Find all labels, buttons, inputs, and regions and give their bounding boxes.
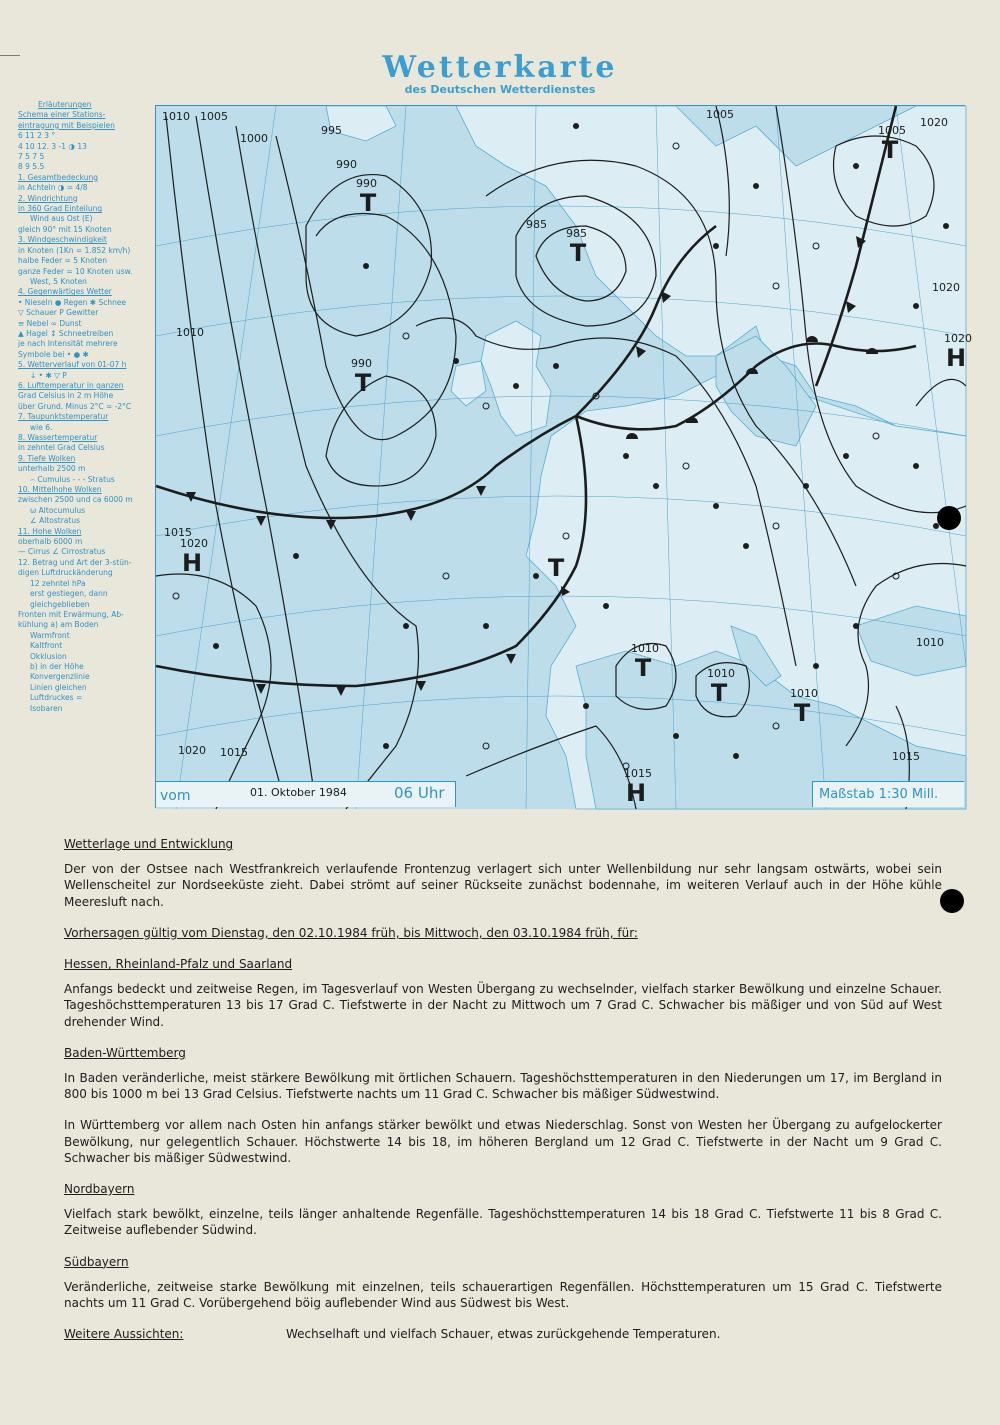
low-pressure-label: T (547, 554, 565, 582)
legend-line: 7 5 7 5 (18, 152, 45, 162)
legend-line: 6. Lufttemperatur in ganzen (18, 380, 124, 390)
legend-line: Fronten mit Erwärmung, Ab- (18, 609, 124, 619)
legend-line: 11. Hohe Wolken (18, 526, 82, 536)
legend-line: Isobaren (30, 703, 63, 713)
map-scale-box (812, 781, 964, 807)
isobar-label: 1020 (932, 281, 960, 294)
center-pressure-value: 1020 (180, 537, 208, 550)
isobar-label: 1015 (892, 750, 920, 763)
region-text: Veränderliche, zeitweise starke Bewölkung mit einzelnen, teils schauerartigen Regenfällen. Höchsttemperaturen um 15 Grad C. Tiefstwerte nachts um 11 Grad C. Vorübergehend böig auflebender Wind aus Südwest bis West. (64, 1279, 942, 1311)
legend-line: Linien gleichen (30, 682, 87, 692)
low-pressure-label: T (710, 679, 728, 707)
legend-line: 4. Gegenwärtiges Wetter (18, 287, 112, 297)
outlook-text: Wechselhaft und vielfach Schauer, etwas zurückgehende Temperaturen. (286, 1327, 721, 1342)
center-pressure-value: 1010 (707, 667, 735, 680)
legend-line: 9. Tiefe Wolken (18, 453, 76, 463)
isobar-label: 1010 (916, 636, 944, 649)
isobar-label: 990 (336, 158, 357, 171)
legend-line: Wind aus Ost (E) (30, 214, 93, 224)
map-time: 06 Uhr (394, 784, 445, 802)
isobar-label: 1020 (920, 116, 948, 129)
isobar-label: 1000 (240, 132, 268, 145)
legend-line: ω Altocumulus (30, 505, 86, 515)
map-legend (18, 100, 150, 812)
legend-line: gleichgeblieben (30, 599, 90, 609)
legend-line: ↓ • ✱ ▽ Ρ (30, 370, 67, 380)
legend-line: unterhalb 2500 m (18, 464, 86, 474)
low-pressure-label: T (634, 654, 652, 682)
legend-line: in zehntel Grad Celsius (18, 443, 105, 453)
weather-map (155, 105, 972, 808)
low-pressure-label: T (569, 239, 587, 267)
legend-line: je nach Intensität mehrere (18, 339, 118, 349)
outlook-label: Weitere Aussichten: (64, 1327, 184, 1342)
legend-line: Schema einer Stations- (18, 110, 106, 120)
isobar-label: 1015 (164, 526, 192, 539)
legend-title: Erläuterungen (38, 100, 92, 109)
legend-line: — Cirrus ∠ Cirrostratus (18, 547, 106, 557)
isobar-label: 1005 (706, 108, 734, 121)
legend-line: 7. Taupunktstemperatur (18, 412, 109, 422)
legend-line: zwischen 2500 und ca 6000 m (18, 495, 133, 505)
region-heading: Nordbayern (64, 1182, 135, 1197)
punch-hole-lower (940, 889, 964, 913)
region-heading: Südbayern (64, 1254, 129, 1269)
legend-line: • Nieseln ● Regen ✱ Schnee (18, 297, 127, 307)
legend-line: Luftdruckes = (30, 693, 83, 703)
map-time-box (386, 781, 458, 807)
legend-line: 12 zehntel hPa (30, 578, 86, 588)
legend-line: gleich 90° mit 15 Knoten (18, 224, 112, 234)
legend-line: eintragung mit Beispielen (18, 120, 115, 130)
legend-line: Symbole bei • ● ✱ (18, 349, 89, 359)
center-pressure-value: 1010 (631, 642, 659, 655)
isobar-label: 1020 (178, 744, 206, 757)
legend-line: Kaltfront (30, 641, 63, 651)
legend-line: 6 11 2 3 ° (18, 131, 56, 141)
low-pressure-label: T (881, 136, 899, 164)
legend-line: Warmfront (30, 630, 70, 640)
page-title: Wetterkarte (382, 50, 618, 85)
legend-line: Konvergenzlinie (30, 672, 90, 682)
legend-line: 12. Betrag und Art der 3-stün- (18, 557, 132, 567)
legend-line: ganze Feder = 10 Knoten usw. (18, 266, 133, 276)
isobar-label: 1005 (200, 110, 228, 123)
high-pressure-label: H (181, 549, 203, 577)
center-pressure-value: 985 (566, 227, 587, 240)
legend-line: b) in der Höhe (30, 661, 84, 671)
legend-line: ≡ Nebel ∞ Dunst (18, 318, 82, 328)
legend-line: ∠ Altostratus (30, 516, 80, 526)
center-pressure-value: 990 (356, 177, 377, 190)
center-pressure-value: 1015 (624, 767, 652, 780)
legend-line: ▲ Hagel ↕ Schneetreiben (18, 328, 114, 338)
isobar-label: 1010 (162, 110, 190, 123)
legend-line: ⌢ Cumulus - - - Stratus (30, 474, 115, 484)
legend-line: erst gestiegen, dann (30, 589, 108, 599)
legend-line: 5. Wetterverlauf von 01-07 h (18, 360, 127, 370)
legend-line: halbe Feder = 5 Knoten (18, 256, 107, 266)
validity-heading: Vorhersagen gültig vom Dienstag, den 02.10.1984 früh, bis Mittwoch, den 03.10.1984 früh, für: (64, 925, 638, 940)
legend-line: 1. Gesamtbedeckung (18, 172, 98, 182)
legend-line: kühlung a) am Boden (18, 620, 99, 630)
center-pressure-value: 1010 (790, 687, 818, 700)
center-pressure-value: 990 (351, 357, 372, 370)
legend-line: Okklusion (30, 651, 67, 661)
map-footer (156, 779, 964, 807)
isobar-label: 1010 (176, 326, 204, 339)
legend-line: 4 10 12. 3 -1 ◑ 13 (18, 141, 87, 151)
region-text: In Baden veränderliche, meist stärkere Bewölkung mit örtlichen Schauern. Tageshöchsttemperaturen in den Niederungen um 17, im Bergland in 800 bis 1000 m bei 13 Grad Celsius. Tiefstwerte nachts um 11 Grad C. Schwacher bis mäßiger Südwestwind. (64, 1071, 942, 1102)
legend-line: West, 5 Knoten (30, 276, 87, 286)
center-pressure-value: 1005 (878, 124, 906, 137)
low-pressure-label: T (793, 699, 811, 727)
high-pressure-label: H (625, 779, 647, 807)
legend-line: 3. Windgeschwindigkeit (18, 235, 107, 245)
region-heading: Baden-Württemberg (64, 1045, 186, 1060)
forecast-text (64, 836, 942, 1342)
legend-line: digen Luftdruckänderung (18, 568, 113, 578)
isobar-label: 985 (526, 218, 547, 231)
region-text: Vielfach stark bewölkt, einzelne, teils länger anhaltende Regenfälle. Tageshöchsttemperaturen 14 bis 18 Grad C. Tiefstwerte 11 bis 8 Grad C. Zeitweise auflebender Südwind. (64, 1207, 942, 1238)
punch-hole-upper (937, 506, 961, 530)
legend-line: 10. Mittelhohe Wolken (18, 485, 102, 495)
legend-line: oberhalb 6000 m (18, 537, 83, 547)
page-subtitle: des Deutschen Wetterdienstes (404, 83, 596, 96)
legend-line: 8 9 5.5 (18, 162, 45, 172)
legend-line: in 360 Grad Einteilung (18, 204, 103, 214)
legend-line: in Achteln ◑ = 4/8 (18, 183, 88, 193)
legend-line: wie 6. (30, 422, 53, 432)
legend-line: Grad Celsius in 2 m Höhe (18, 391, 114, 401)
map-vom-label: vom (160, 788, 191, 804)
legend-line: über Grund. Minus 2°C = -2°C (18, 401, 132, 411)
isobar-label: 995 (321, 124, 342, 137)
low-pressure-label: T (354, 369, 372, 397)
situation-heading: Wetterlage und Entwicklung (64, 837, 234, 851)
low-pressure-label: T (359, 189, 377, 217)
legend-lines (18, 110, 150, 714)
situation-text: Der von der Ostsee nach Westfrankreich verlaufende Frontenzug verlagert sich unter Wellenbildung nur sehr langsam ostwärts, wobei sein Wellenscheitel zur Nordseeküste zieht. Dabei strömt auf seiner Rückseite zunächst bodennahe, im weiteren Verlauf auch in der Höhe kühle Meeresluft nach. (64, 862, 942, 909)
region-heading: Hessen, Rheinland-Pfalz und Saarland (64, 957, 293, 972)
legend-line: in Knoten (1Kn = 1.852 km/h) (18, 245, 131, 255)
center-pressure-value: 1020 (944, 332, 972, 345)
region-text: In Württemberg vor allem nach Osten hin anfangs stärker bewölkt und etwas Niederschlag. Sonst von Westen her Übergang zu aufgelockerter Bewölkung, nur gelegentlich Schauer. Höchstwerte 14 bis 18, im höheren Bergland um 12 Grad C. Tiefstwerte in der Nacht um 9 Grad C. Schwacher bis mäßiger Südwestwind. (64, 1118, 942, 1165)
region-text: Anfangs bedeckt und zeitweise Regen, im Tagesverlauf von Westen Übergang zu wechselnder, vielfach starker Bewölkung und einzelne Schauer. Tageshöchsttemperaturen 13 bis 17 Grad C. Tiefstwerte in der Nacht zu Mittwoch um 7 Grad C. Schwacher bis mäßiger und von Süd auf West drehender Wind. (64, 982, 942, 1029)
legend-line: ▽ Schauer Ρ Gewitter (18, 308, 99, 318)
map-date: 01. Oktober 1984 (250, 786, 347, 799)
legend-line: 2. Windrichtung (18, 193, 78, 203)
outlook (64, 1326, 942, 1342)
high-pressure-label: H (945, 344, 967, 372)
map-scale: Maßstab 1:30 Mill. (819, 787, 939, 802)
weather-map-graphic (156, 106, 972, 809)
legend-line: 8. Wassertemperatur (18, 433, 98, 442)
isobar-label: 1015 (220, 746, 248, 759)
